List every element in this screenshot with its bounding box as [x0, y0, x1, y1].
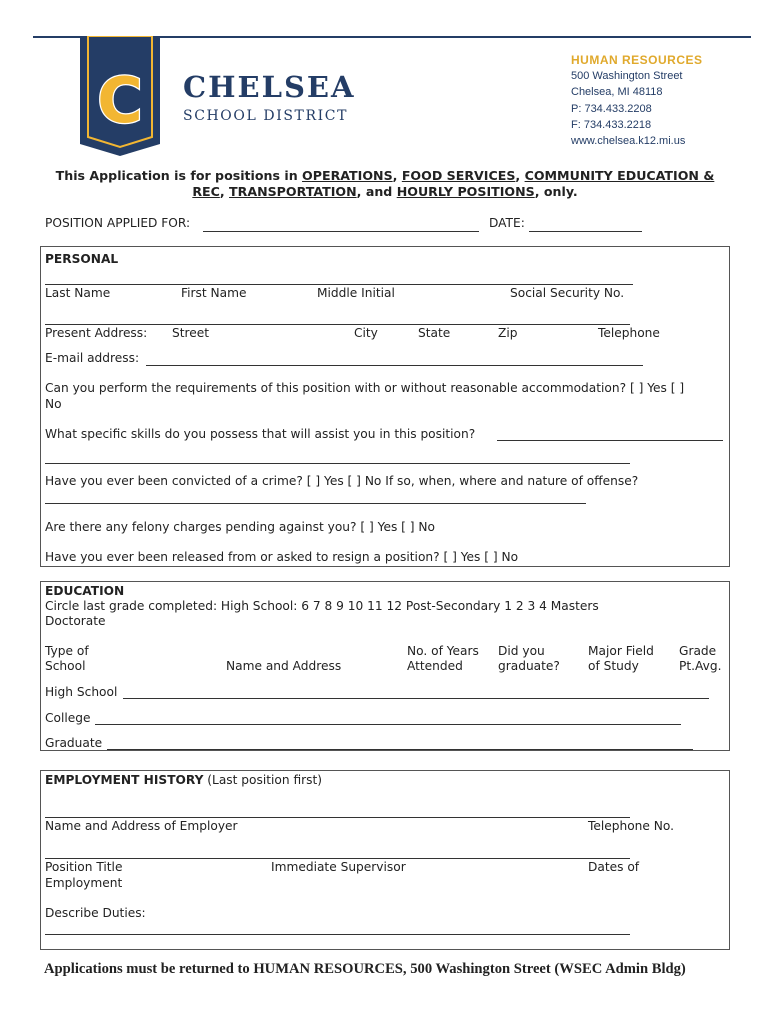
q-accommodation-line1: Can you perform the requirements of this position with or without reasonable accommodation? [ ] Yes [ ] [45, 381, 685, 395]
ssn-label: Social Security No. [510, 286, 625, 300]
position-applied-label: POSITION APPLIED FOR: [45, 216, 191, 230]
hr-phone: P: 734.433.2208 [571, 102, 652, 115]
last-name-label: Last Name [45, 286, 111, 300]
high-school-field[interactable] [123, 698, 709, 699]
college-field[interactable] [95, 724, 681, 725]
skills-field-1[interactable] [497, 440, 723, 441]
telephone-label: Telephone [598, 326, 660, 340]
date-label: DATE: [489, 216, 525, 230]
hr-contact-block [571, 52, 703, 149]
hr-street: 500 Washington Street [571, 70, 683, 83]
state-label: State [418, 326, 451, 340]
intro-line-1: This Application is for positions in OPERATIONS, FOOD SERVICES, COMMUNITY EDUCATION & [55, 168, 715, 183]
address-field-line[interactable] [45, 324, 630, 325]
graduate-field[interactable] [107, 749, 693, 750]
q-accommodation-line2: No [45, 397, 62, 411]
col-gpa-2: Pt.Avg. [679, 659, 722, 673]
graduate-label: Graduate [45, 736, 103, 750]
crime-field[interactable] [45, 503, 586, 504]
skills-field-2[interactable] [45, 463, 630, 464]
col-type-1: Type of [45, 644, 89, 658]
logo-sub-text: SCHOOL DISTRICT [183, 108, 349, 124]
hr-fax: F: 734.433.2218 [571, 118, 652, 131]
education-title: EDUCATION [45, 584, 125, 598]
personal-title: PERSONAL [45, 252, 119, 266]
employment-dates-label: Employment [45, 876, 123, 890]
street-label: Street [172, 326, 210, 340]
city-label: City [354, 326, 378, 340]
district-logo-banner [80, 36, 160, 156]
col-gpa-1: Grade [679, 644, 717, 658]
hr-web[interactable]: www.chelsea.k12.mi.us [571, 135, 686, 148]
col-years-1: No. of Years [407, 644, 479, 658]
position-title-label: Position Title [45, 860, 123, 874]
hr-city: Chelsea, MI 48118 [571, 86, 663, 99]
present-address-label: Present Address: [45, 326, 148, 340]
grade-completed-line2: Doctorate [45, 614, 106, 628]
q-skills: What specific skills do you possess that will assist you in this position? [45, 427, 476, 441]
name-field-line[interactable] [45, 284, 633, 285]
duties-label: Describe Duties: [45, 906, 146, 920]
email-label: E-mail address: [45, 351, 140, 365]
col-major-2: of Study [588, 659, 639, 673]
logo-letter: C [97, 64, 143, 137]
zip-label: Zip [498, 326, 518, 340]
college-label: College [45, 711, 91, 725]
grade-completed-line1: Circle last grade completed: High School: 6 7 8 9 10 11 12 Post-Secondary 1 2 3 4 Masters [45, 599, 599, 613]
col-name-address: Name and Address [226, 659, 342, 673]
date-field[interactable] [529, 231, 642, 232]
email-field[interactable] [146, 365, 643, 366]
position-field-line[interactable] [45, 858, 630, 859]
middle-initial-label: Middle Initial [317, 286, 395, 300]
logo-main-text: CHELSEA [183, 70, 356, 104]
employer-label: Name and Address of Employer [45, 819, 238, 833]
duties-field[interactable] [45, 934, 630, 935]
employment-title: EMPLOYMENT HISTORY (Last position first) [45, 773, 323, 787]
col-grad-1: Did you [498, 644, 545, 658]
high-school-label: High School [45, 685, 118, 699]
hr-title: HUMAN RESOURCES [571, 53, 703, 67]
intro-line-2: REC, TRANSPORTATION, and HOURLY POSITIONS, only. [192, 184, 578, 199]
employer-telephone-label: Telephone No. [588, 819, 675, 833]
return-instructions: Applications must be returned to HUMAN RESOURCES, 500 Washington Street (WSEC Admin Bldg) [44, 961, 686, 977]
col-years-2: Attended [407, 659, 463, 673]
first-name-label: First Name [181, 286, 247, 300]
dates-of-label: Dates of [588, 860, 640, 874]
q-felony: Are there any felony charges pending against you? [ ] Yes [ ] No [45, 520, 436, 534]
q-released: Have you ever been released from or asked to resign a position? [ ] Yes [ ] No [45, 550, 519, 564]
col-grad-2: graduate? [498, 659, 560, 673]
position-applied-field[interactable] [203, 231, 479, 232]
q-crime: Have you ever been convicted of a crime? [ ] Yes [ ] No If so, when, where and nature of offense? [45, 474, 639, 488]
col-major-1: Major Field [588, 644, 654, 658]
supervisor-label: Immediate Supervisor [271, 860, 406, 874]
employer-field-line[interactable] [45, 817, 630, 818]
col-type-2: School [45, 659, 86, 673]
